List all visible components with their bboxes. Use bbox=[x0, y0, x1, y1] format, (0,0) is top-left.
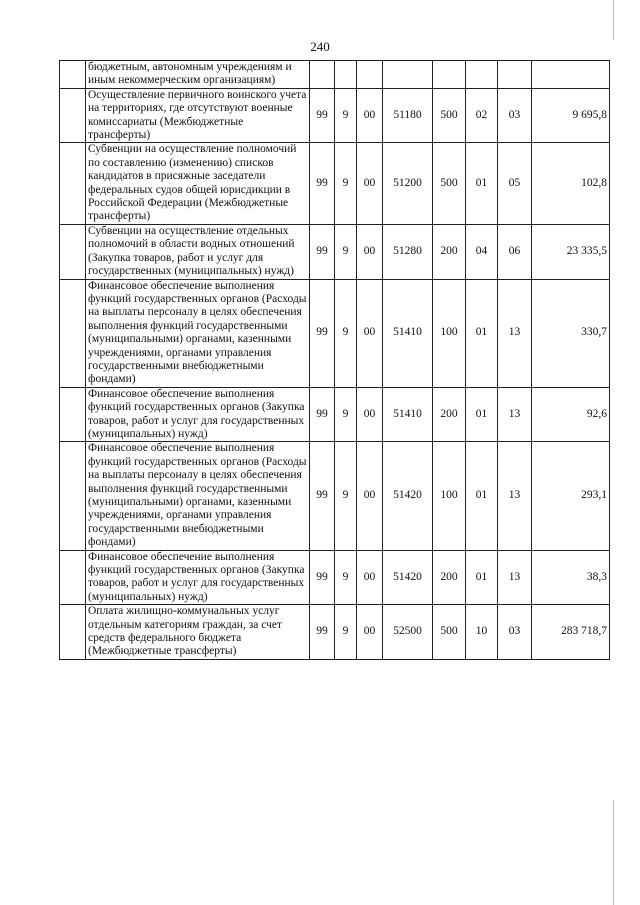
code-cell-p3: 00 bbox=[357, 442, 383, 550]
code-cell-vr: 200 bbox=[433, 224, 466, 279]
code-cell-vr: 100 bbox=[433, 442, 466, 550]
code-cell-rz: 01 bbox=[466, 143, 498, 224]
expense-name-cell: Субвенции на осуществление полномочий по составлению (изменению) списков кандидатов в присяжные заседатели федеральных судов общей юрисдикции в Российской Федерации (Межбюджетные трансферты) bbox=[86, 143, 310, 224]
expense-name-cell: Финансовое обеспечение выполнения функций государственных органов (Закупка товаров, работ и услуг для государственных (муниципальных) нужд) bbox=[86, 550, 310, 605]
code-cell-p3: 00 bbox=[357, 279, 383, 387]
code-cell-p1: 99 bbox=[310, 143, 335, 224]
expense-name-cell: Осуществление первичного воинского учета на территориях, где отсутствуют военные комиссариаты (Межбюджетные трансферты) bbox=[86, 88, 310, 143]
code-cell-rz: 04 bbox=[466, 224, 498, 279]
expense-name-cell: Финансовое обеспечение выполнения функций государственных органов (Расходы на выплаты персоналу в целях обеспечения выполнения функций государственными (муниципальными) органами, казенными учреждениями, органами управления государственными внебюджетными фондами) bbox=[86, 442, 310, 550]
amount-cell: 92,6 bbox=[532, 387, 610, 442]
expense-name-cell: Оплата жилищно-коммунальных услуг отдельным категориям граждан, за счет средств федерального бюджета (Межбюджетные трансферты) bbox=[86, 605, 310, 660]
row-number-cell bbox=[60, 224, 86, 279]
budget-table bbox=[59, 60, 610, 660]
row-number-cell bbox=[60, 143, 86, 224]
code-cell-p2: 9 bbox=[335, 224, 357, 279]
amount-cell: 102,8 bbox=[532, 143, 610, 224]
row-number-cell bbox=[60, 279, 86, 387]
margin-line bbox=[613, 800, 614, 905]
code-cell-rz: 01 bbox=[466, 279, 498, 387]
table-row bbox=[60, 605, 610, 660]
amount-cell: 283 718,7 bbox=[532, 605, 610, 660]
amount-cell: 293,1 bbox=[532, 442, 610, 550]
code-cell-csr: 51420 bbox=[383, 442, 433, 550]
code-cell-p3: 00 bbox=[357, 143, 383, 224]
code-cell-csr: 51280 bbox=[383, 224, 433, 279]
code-cell-rz: 01 bbox=[466, 442, 498, 550]
code-cell-rz: 10 bbox=[466, 605, 498, 660]
code-cell-pr: 03 bbox=[498, 605, 532, 660]
expense-name-cell: Субвенции на осуществление отдельных полномочий в области водных отношений (Закупка товаров, работ и услуг для государственных (муниципальных) нужд) bbox=[86, 224, 310, 279]
code-cell-p1: 99 bbox=[310, 224, 335, 279]
code-cell-p3: 00 bbox=[357, 88, 383, 143]
table-row bbox=[60, 224, 610, 279]
amount-cell: 330,7 bbox=[532, 279, 610, 387]
code-cell-rz bbox=[466, 61, 498, 89]
code-cell-p1: 99 bbox=[310, 605, 335, 660]
code-cell-p2: 9 bbox=[335, 605, 357, 660]
code-cell-p1: 99 bbox=[310, 279, 335, 387]
code-cell-p3 bbox=[357, 61, 383, 89]
code-cell-rz: 01 bbox=[466, 387, 498, 442]
code-cell-vr: 200 bbox=[433, 550, 466, 605]
code-cell-p2: 9 bbox=[335, 550, 357, 605]
code-cell-pr: 13 bbox=[498, 550, 532, 605]
code-cell-p1: 99 bbox=[310, 550, 335, 605]
code-cell-pr: 13 bbox=[498, 279, 532, 387]
code-cell-pr: 13 bbox=[498, 387, 532, 442]
table-row bbox=[60, 88, 610, 143]
code-cell-csr: 51410 bbox=[383, 387, 433, 442]
amount-cell bbox=[532, 61, 610, 89]
expense-name-cell: Финансовое обеспечение выполнения функций государственных органов (Закупка товаров, работ и услуг для государственных (муниципальных) нужд) bbox=[86, 387, 310, 442]
expense-name-cell: бюджетным, автономным учреждениям и иным некоммерческим организациям) bbox=[86, 61, 310, 89]
row-number-cell bbox=[60, 442, 86, 550]
table-row bbox=[60, 143, 610, 224]
margin-line bbox=[613, 0, 614, 40]
code-cell-p1 bbox=[310, 61, 335, 89]
code-cell-vr: 500 bbox=[433, 143, 466, 224]
code-cell-p2: 9 bbox=[335, 143, 357, 224]
code-cell-p3: 00 bbox=[357, 550, 383, 605]
table-row bbox=[60, 61, 610, 89]
code-cell-pr: 13 bbox=[498, 442, 532, 550]
code-cell-vr: 500 bbox=[433, 88, 466, 143]
code-cell-p2 bbox=[335, 61, 357, 89]
code-cell-vr: 500 bbox=[433, 605, 466, 660]
code-cell-p2: 9 bbox=[335, 279, 357, 387]
code-cell-csr: 51200 bbox=[383, 143, 433, 224]
code-cell-csr: 51410 bbox=[383, 279, 433, 387]
code-cell-pr: 05 bbox=[498, 143, 532, 224]
code-cell-pr: 06 bbox=[498, 224, 532, 279]
table-row bbox=[60, 279, 610, 387]
code-cell-p1: 99 bbox=[310, 442, 335, 550]
code-cell-p1: 99 bbox=[310, 387, 335, 442]
row-number-cell bbox=[60, 88, 86, 143]
amount-cell: 23 335,5 bbox=[532, 224, 610, 279]
code-cell-vr: 200 bbox=[433, 387, 466, 442]
code-cell-pr: 03 bbox=[498, 88, 532, 143]
code-cell-pr bbox=[498, 61, 532, 89]
code-cell-csr: 52500 bbox=[383, 605, 433, 660]
amount-cell: 38,3 bbox=[532, 550, 610, 605]
amount-cell: 9 695,8 bbox=[532, 88, 610, 143]
code-cell-p2: 9 bbox=[335, 387, 357, 442]
code-cell-rz: 01 bbox=[466, 550, 498, 605]
table-row bbox=[60, 387, 610, 442]
code-cell-csr: 51420 bbox=[383, 550, 433, 605]
row-number-cell bbox=[60, 605, 86, 660]
code-cell-p2: 9 bbox=[335, 442, 357, 550]
code-cell-p1: 99 bbox=[310, 88, 335, 143]
code-cell-csr: 51180 bbox=[383, 88, 433, 143]
table-row bbox=[60, 550, 610, 605]
code-cell-p3: 00 bbox=[357, 224, 383, 279]
row-number-cell bbox=[60, 61, 86, 89]
row-number-cell bbox=[60, 550, 86, 605]
code-cell-p3: 00 bbox=[357, 387, 383, 442]
table-body bbox=[60, 61, 610, 660]
code-cell-p3: 00 bbox=[357, 605, 383, 660]
expense-name-cell: Финансовое обеспечение выполнения функций государственных органов (Расходы на выплаты персоналу в целях обеспечения выполнения функций государственными (муниципальными) органами, казенными учреждениями, органами управления государственными внебюджетными фондами) bbox=[86, 279, 310, 387]
code-cell-p2: 9 bbox=[335, 88, 357, 143]
code-cell-vr bbox=[433, 61, 466, 89]
table-row bbox=[60, 442, 610, 550]
code-cell-rz: 02 bbox=[466, 88, 498, 143]
code-cell-csr bbox=[383, 61, 433, 89]
row-number-cell bbox=[60, 387, 86, 442]
code-cell-vr: 100 bbox=[433, 279, 466, 387]
page-number: 240 bbox=[310, 39, 330, 54]
